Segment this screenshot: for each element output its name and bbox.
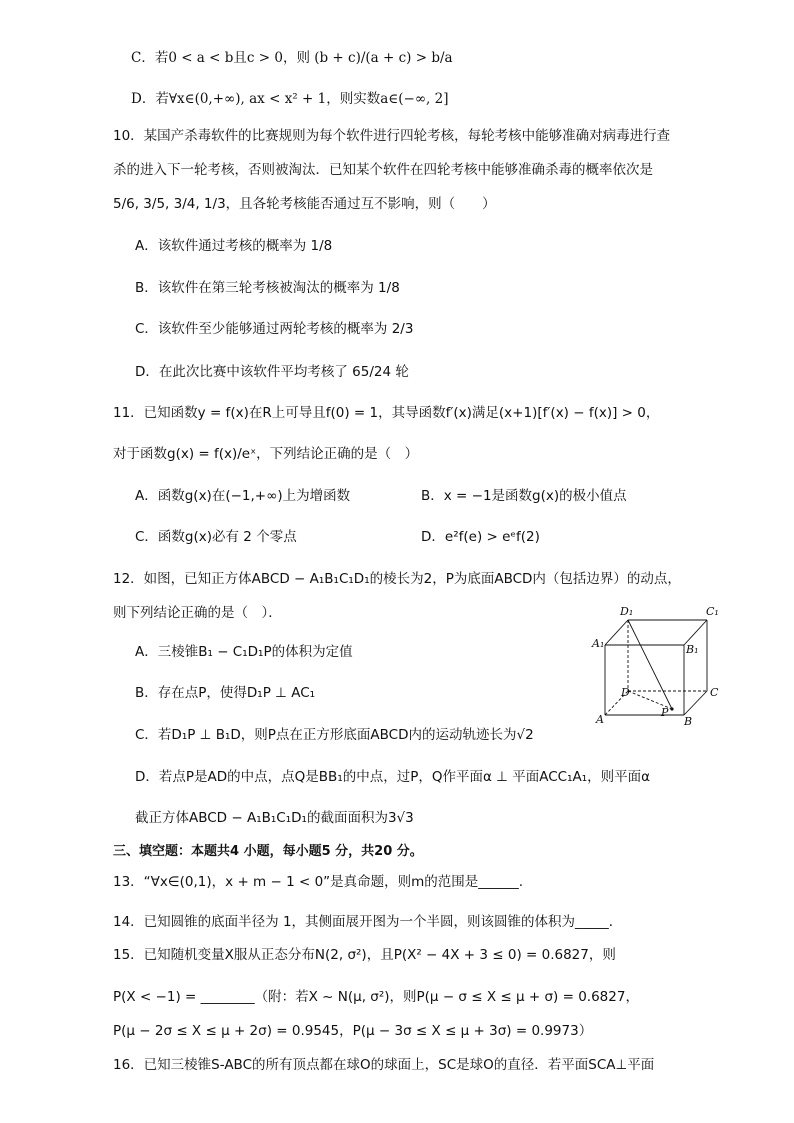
edge-b1-c1 [684,620,707,645]
label-d1: D₁ [620,605,634,618]
q10-option-c: C．该软件至少能够通过两轮考核的概率为 2/3 [135,321,414,337]
q9-option-c: C．若0 < a < b且c > 0，则 (b + c)/(a + c) > b/a [131,50,453,66]
q12-option-b: B．存在点P，使得D₁P ⊥ AC₁ [135,685,316,701]
q15-line1: 15．已知随机变量X服从正态分布N(2, σ²)，且P(X² − 4X + 3 ≤ 0) = 0.6827，则 [113,947,616,963]
q11-option-a: A．函数g(x)在(−1,+∞)上为增函数 [135,488,351,504]
label-b: B [684,715,693,728]
cube-figure [590,603,730,728]
q10-stem-line2: 杀的进入下一轮考核，否则被淘汰．已知某个软件在四轮考核中能够准确杀毒的概率依次是 [113,162,653,178]
q12-stem-line2: 则下列结论正确的是（ ）． [113,605,282,621]
label-b1: B₁ [686,643,699,656]
q12-option-d-line2: 截正方体ABCD − A₁B₁C₁D₁的截面面积为3√3 [135,810,414,826]
label-c: C [710,686,719,699]
label-c1: C₁ [706,605,719,618]
q12-stem-line1: 12．如图，已知正方体ABCD − A₁B₁C₁D₁的棱长为2，P为底面ABCD内（包括边界）的动点， [113,571,681,587]
q12-option-d-line1: D．若点P是AD的中点，点Q是BB₁的中点，过P，Q作平面α ⊥ 平面ACC₁A₁，则平面α [135,769,651,785]
point-p [670,707,673,710]
q11-option-c: C．函数g(x)必有 2 个零点 [135,529,297,545]
q12-option-a: A．三棱锥B₁ − C₁D₁P的体积为定值 [135,644,353,660]
q10-option-b: B．该软件在第三轮考核被淘汰的概率为 1/8 [135,280,400,296]
q11-option-b: B．x = −1是函数g(x)的极小值点 [421,488,627,504]
q10-option-a: A．该软件通过考核的概率为 1/8 [135,238,333,254]
q15-line2: P(X < −1) = ________（附：若X ~ N(μ, σ²)，则P(μ − σ ≤ X ≤ μ + σ) = 0.6827， [113,989,639,1005]
label-p: P [661,706,669,719]
q11-stem-line1: 11．已知函数y = f(x)在R上可导且f(0) = 1，其导函数f′(x)满足(x+1)[f′(x) − f(x)] > 0， [113,405,660,421]
section-heading: 三、填空题：本题共4 小题，每小题5 分，共20 分。 [113,844,423,859]
q10-stem-line3: 5/6, 3/5, 3/4, 1/3，且各轮考核能否通过互不影响，则（ ） [113,196,496,212]
label-a: A [596,713,604,726]
q14: 14．已知圆锥的底面半径为 1，其侧面展开图为一个半圆，则该圆锥的体积为_____． [113,914,623,930]
q9-option-d: D．若∀x∈(0,+∞), ax < x² + 1，则实数a∈(−∞, 2] [131,91,449,107]
q15-line3: P(μ − 2σ ≤ X ≤ μ + 2σ) = 0.9545，P(μ − 3σ ≤ X ≤ μ + 3σ) = 0.9973） [113,1023,593,1039]
label-a1: A₁ [592,637,605,650]
edge-b-c [684,691,707,715]
label-d: D [621,686,630,699]
q13: 13．“∀x∈(0,1)，x + m − 1 < 0”是真命题，则m的范围是______. [113,874,524,890]
q12-option-c: C．若D₁P ⊥ B₁D，则P点在正方形底面ABCD内的运动轨迹长为√2 [135,727,534,743]
segment-d1-p [628,620,672,709]
edge-a1-d1 [605,620,628,645]
q11-option-d: D．e²f(e) > eᵉf(2) [421,529,540,545]
q16: 16．已知三棱锥S-ABC的所有顶点都在球O的球面上，SC是球O的直径．若平面SCA⊥平面 [113,1057,655,1073]
q10-option-d: D．在此次比赛中该软件平均考核了 65/24 轮 [135,364,409,380]
q10-probabilities: 5/6, 3/5, 3/4, 1/3 [113,196,226,212]
q11-stem-line2: 对于函数g(x) = f(x)/eˣ，下列结论正确的是（ ） [113,446,419,462]
q10-stem-line1: 10．某国产杀毒软件的比赛规则为每个软件进行四轮考核，每轮考核中能够准确对病毒进行查 [113,128,671,144]
